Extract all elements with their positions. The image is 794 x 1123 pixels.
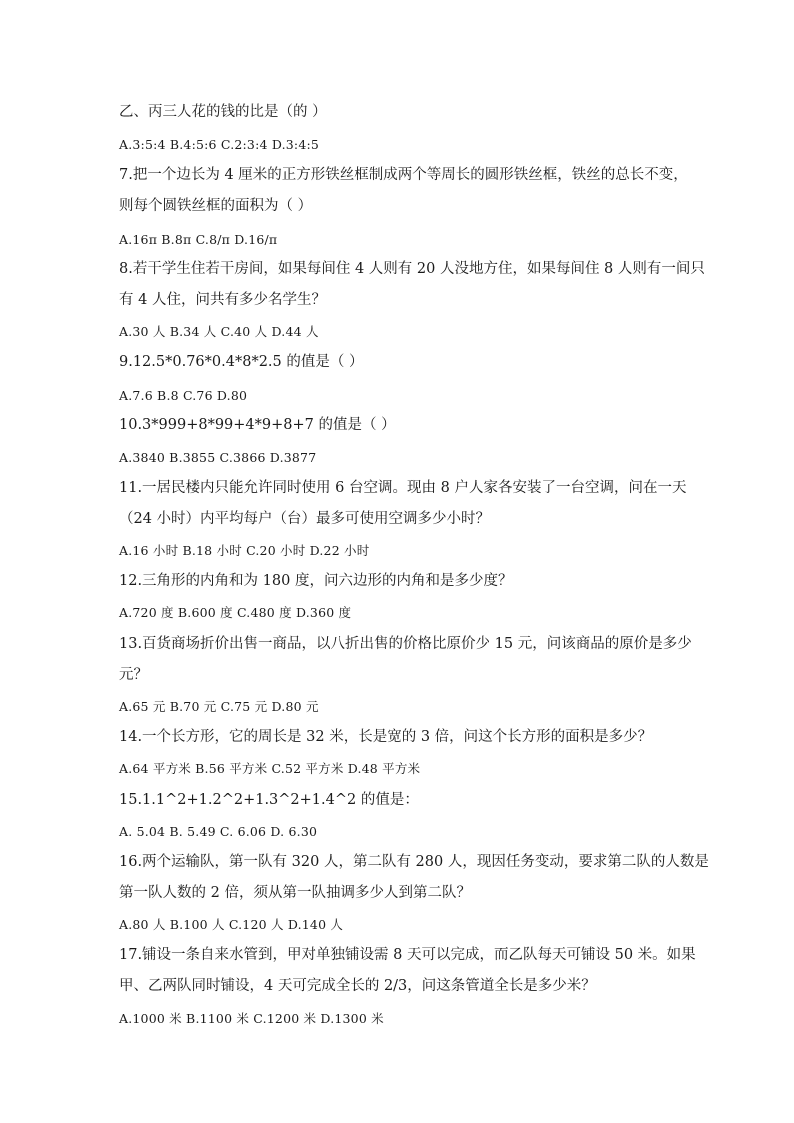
question-17-options: A.1000 米 B.1100 米 C.1200 米 D.1300 米 (119, 1011, 384, 1026)
question-12-options: A.720 度 B.600 度 C.480 度 D.360 度 (119, 605, 352, 620)
question-16-options: A.80 人 B.100 人 C.120 人 D.140 人 (119, 917, 344, 932)
question-15-text: 15.1.1^2+1.2^2+1.3^2+1.4^2 的值是： (119, 792, 419, 808)
question-13-text-line-2: 元？ (119, 667, 148, 683)
question-16-text-line-1: 16.两个运输队，第一队有 320 人，第二队有 280 人，现因任务变动，要求第二队的人数是 (119, 854, 709, 870)
question-10-options: A.3840 B.3855 C.3866 D.3877 (119, 450, 317, 465)
question-6-options: A.3:5:4 B.4:5:6 C.2:3:4 D.3:4:5 (119, 137, 320, 152)
question-12-text: 12.三角形的内角和为 180 度，问六边形的内角和是多少度？ (119, 573, 513, 589)
question-7-text-line-1: 7.把一个边长为 4 厘米的正方形铁丝框制成两个等周长的圆形铁丝框，铁丝的总长不变， (119, 167, 688, 183)
question-11-text-line-1: 11.一居民楼内只能允许同时使用 6 台空调。现由 8 户人家各安装了一台空调，问在一天 (119, 480, 687, 496)
question-7-options: A.16π B.8π C.8/π D.16/π (119, 232, 278, 247)
question-17-text-line-1: 17.铺设一条自来水管到，甲对单独铺设需 8 天可以完成，而乙队每天可铺设 50 米。如果 (119, 947, 696, 963)
question-14-text: 14.一个长方形，它的周长是 32 米，长是宽的 3 倍，问这个长方形的面积是多少？ (119, 729, 653, 745)
question-6-text-end: 乙、丙三人花的钱的比是（的 ） (119, 104, 327, 120)
question-13-text-line-1: 13.百货商场折价出售一商品，以八折出售的价格比原价少 15 元，问该商品的原价是多少 (119, 636, 692, 652)
question-9-options: A.7.6 B.8 C.76 D.80 (119, 388, 248, 403)
question-7-text-line-2: 则每个圆铁丝框的面积为（ ） (119, 198, 313, 214)
question-17-text-line-2: 甲、乙两队同时铺设，4 天可完成全长的 2/3，问这条管道全长是多少米？ (119, 978, 596, 994)
question-8-text-line-2: 有 4 人住，问共有多少名学生？ (119, 292, 326, 308)
question-8-options: A.30 人 B.34 人 C.40 人 D.44 人 (119, 324, 319, 339)
question-15-options: A. 5.04 B. 5.49 C. 6.06 D. 6.30 (119, 824, 318, 839)
question-11-text-line-2: （24 小时）内平均每户（台）最多可使用空调多少小时？ (119, 511, 491, 527)
question-10-text: 10.3*999+8*99+4*9+8+7 的值是（ ） (119, 417, 396, 433)
question-16-text-line-2: 第一队人数的 2 倍，须从第一队抽调多少人到第二队？ (119, 885, 471, 901)
question-13-options: A.65 元 B.70 元 C.75 元 D.80 元 (119, 699, 319, 714)
question-11-options: A.16 小时 B.18 小时 C.20 小时 D.22 小时 (119, 543, 370, 558)
question-8-text-line-1: 8.若干学生住若干房间，如果每间住 4 人则有 20 人没地方住，如果每间住 8 人则有一间只 (119, 261, 705, 277)
question-9-text: 9.12.5*0.76*0.4*8*2.5 的值是（ ） (119, 354, 364, 370)
question-14-options: A.64 平方米 B.56 平方米 C.52 平方米 D.48 平方米 (119, 761, 421, 776)
